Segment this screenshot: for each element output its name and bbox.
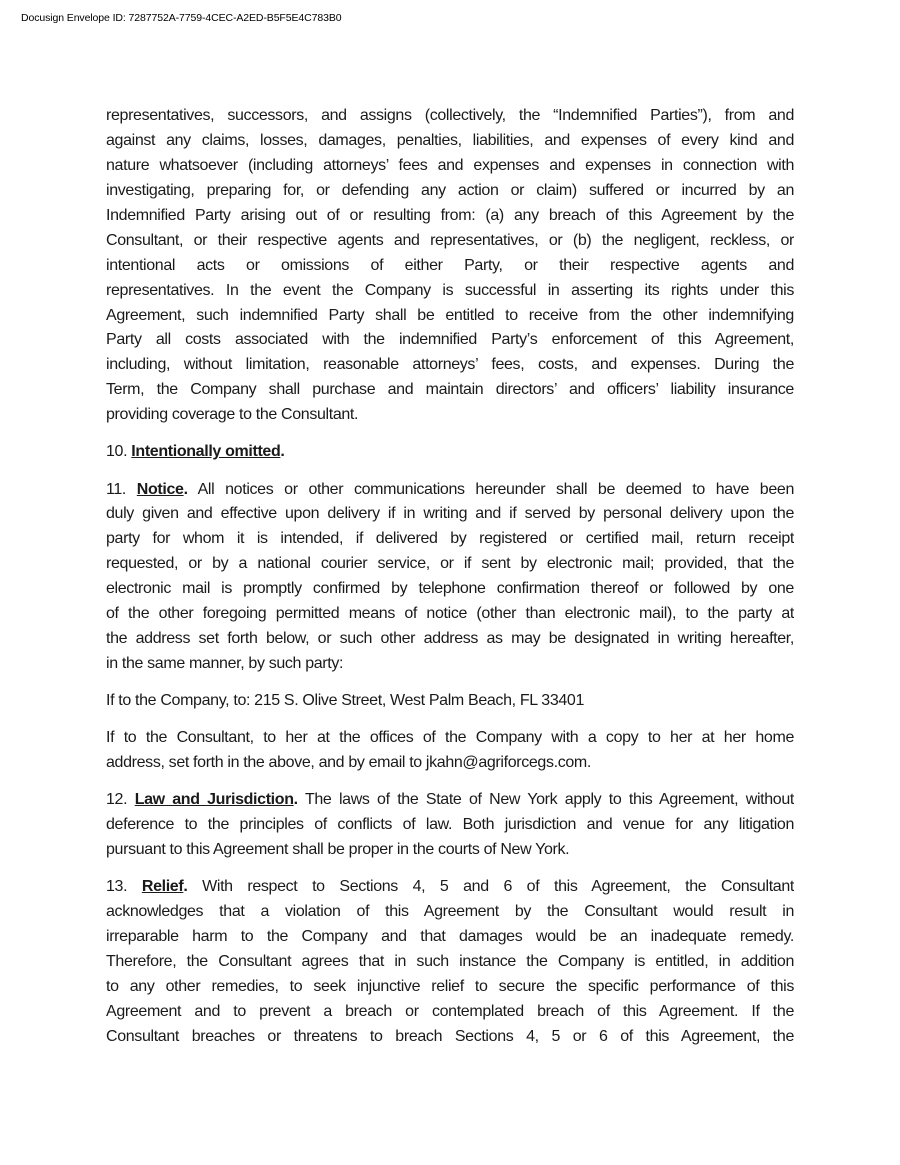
document-body bbox=[106, 104, 794, 1062]
section-text: . The laws of the State of New York apply to this Agreement, without bbox=[293, 791, 794, 809]
text-line: duly given and effective upon delivery if in writing and if served by personal delivery upon the bbox=[106, 505, 794, 523]
text-line: intentional acts or omissions of either Party, or their respective agents and bbox=[106, 256, 794, 274]
section-heading: Law and Jurisdiction bbox=[134, 791, 294, 809]
text-line: nature whatsoever (including attorneys’ fees and expenses and expenses in connection with bbox=[106, 156, 794, 174]
section-number: 13. bbox=[106, 878, 142, 896]
text-line: requested, or by a national courier service, or if sent by electronic mail; provided, that the bbox=[106, 555, 794, 573]
text-line: If to the Company, to: 215 S. Olive Street, West Palm Beach, FL 33401 bbox=[106, 692, 585, 710]
paragraph bbox=[106, 689, 794, 714]
text-line: of the other foregoing permitted means of notice (other than electronic mail), to the party at bbox=[106, 605, 794, 623]
paragraph bbox=[106, 104, 794, 428]
text-line: providing coverage to the Consultant. bbox=[106, 406, 359, 424]
text-line: Agreement and to prevent a breach or contemplated breach of this Agreement. If the bbox=[106, 1003, 794, 1021]
paragraph bbox=[106, 440, 794, 465]
text-line: investigating, preparing for, or defending any action or claim) suffered or incurred by an bbox=[106, 181, 794, 199]
text-line: Agreement, such indemnified Party shall be entitled to receive from the other indemnifying bbox=[106, 306, 794, 324]
text-line: including, without limitation, reasonable attorneys’ fees, costs, and expenses. During the bbox=[106, 356, 794, 374]
paragraph bbox=[106, 788, 794, 863]
text-line bbox=[106, 875, 794, 900]
text-line: against any claims, losses, damages, penalties, liabilities, and expenses of every kind and bbox=[106, 131, 794, 149]
text-line: to any other remedies, to seek injunctive relief to secure the specific performance of this bbox=[106, 978, 794, 996]
text-line: acknowledges that a violation of this Agreement by the Consultant would result in bbox=[106, 903, 794, 921]
text-line: deference to the principles of conflicts of law. Both jurisdiction and venue for any litigation bbox=[106, 816, 794, 834]
section-text: . bbox=[280, 443, 285, 461]
section-number: 11. bbox=[106, 480, 137, 498]
text-line: If to the Consultant, to her at the offices of the Company with a copy to her at her home bbox=[106, 729, 794, 747]
section-heading: Intentionally omitted bbox=[131, 443, 281, 461]
text-line: Party all costs associated with the indemnified Party’s enforcement of this Agreement, bbox=[106, 331, 794, 349]
text-line: representatives, successors, and assigns (collectively, the “Indemnified Parties”), from and bbox=[106, 107, 794, 124]
text-line bbox=[106, 478, 794, 503]
text-line: the address set forth below, or such other address as may be designated in writing hereafter, bbox=[106, 630, 794, 648]
section-heading: Relief bbox=[141, 878, 184, 896]
text-line: irreparable harm to the Company and that damages would be an inadequate remedy. bbox=[106, 928, 794, 946]
section-text: . With respect to Sections 4, 5 and 6 of this Agreement, the Consultant bbox=[183, 878, 794, 896]
text-line: pursuant to this Agreement shall be proper in the courts of New York. bbox=[106, 841, 570, 859]
text-line: Term, the Company shall purchase and maintain directors’ and officers’ liability insurance bbox=[106, 381, 794, 399]
paragraph bbox=[106, 875, 794, 1050]
text-line: Therefore, the Consultant agrees that in such instance the Company is entitled, in addition bbox=[106, 953, 794, 971]
text-line: address, set forth in the above, and by email to jkahn@agriforcegs.com. bbox=[106, 754, 591, 772]
text-line: Consultant breaches or threatens to breach Sections 4, 5 or 6 of this Agreement, the bbox=[106, 1028, 794, 1045]
section-text: . All notices or other communications hereunder shall be deemed to have been bbox=[183, 480, 794, 498]
section-number: 12. bbox=[106, 791, 135, 809]
text-line bbox=[106, 788, 794, 813]
docusign-envelope-id: Docusign Envelope ID: 7287752A-7759-4CEC-A2ED-B5F5E4C783B0 bbox=[21, 12, 342, 24]
text-line: electronic mail is promptly confirmed by telephone confirmation thereof or followed by one bbox=[106, 580, 794, 598]
text-line: representatives. In the event the Company is successful in asserting its rights under this bbox=[106, 281, 794, 299]
text-line bbox=[106, 440, 794, 465]
text-line: party for whom it is intended, if delivered by registered or certified mail, return receipt bbox=[106, 530, 794, 548]
paragraph bbox=[106, 726, 794, 776]
text-line: Consultant, or their respective agents and representatives, or (b) the negligent, reckless, or bbox=[106, 231, 794, 249]
section-number: 10. bbox=[106, 443, 132, 461]
text-line: in the same manner, by such party: bbox=[106, 655, 344, 673]
paragraph bbox=[106, 478, 794, 678]
text-line: Indemnified Party arising out of or resulting from: (a) any breach of this Agreement by the bbox=[106, 206, 794, 224]
section-heading: Notice bbox=[136, 480, 184, 498]
